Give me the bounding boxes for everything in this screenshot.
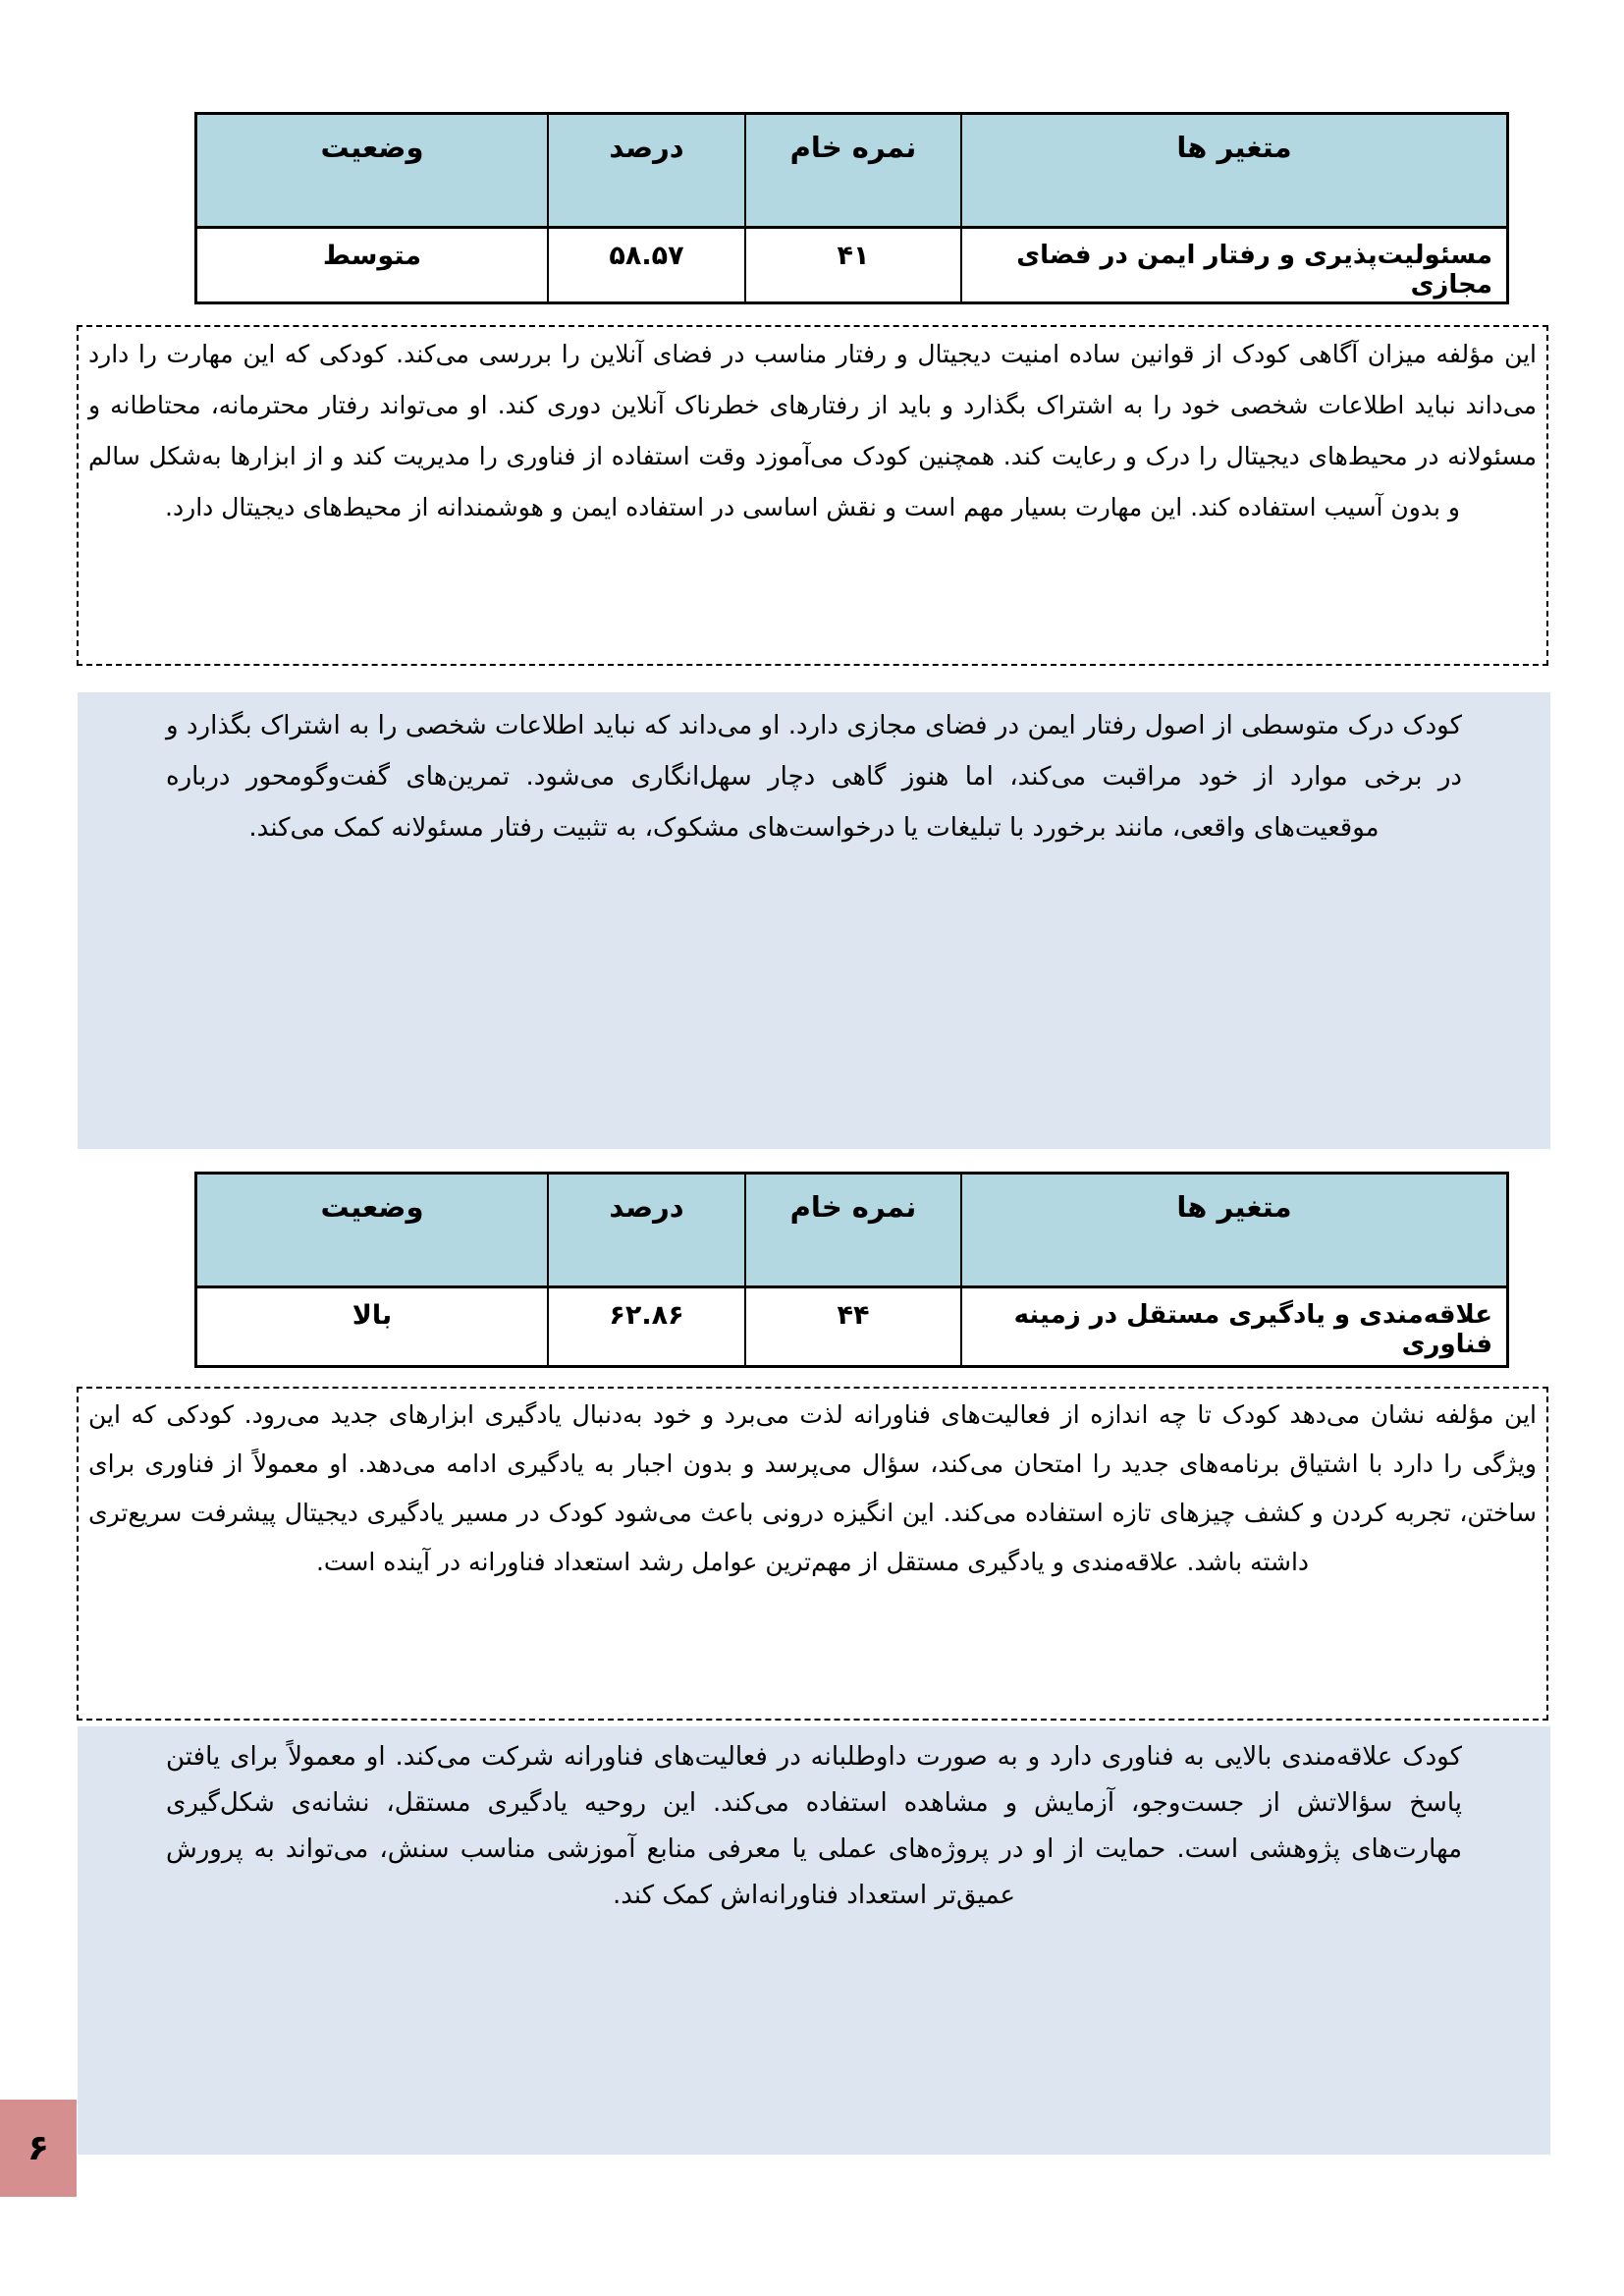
score-table-1 — [194, 112, 1509, 304]
description-box-1 — [77, 325, 1548, 666]
col-header-percent: درصد — [547, 1175, 744, 1285]
col-header-variables: متغیر ها — [960, 1175, 1506, 1285]
percent-cell: ۶۲.۸۶ — [547, 1288, 744, 1365]
description-box-2 — [77, 1387, 1548, 1721]
summary-text-1: کودک درک متوسطی از اصول رفتار ایمن در فضای مجازی دارد. او می‌داند که نباید اطلاعات شخصی را به اشتراک بگذارد و در برخی موارد از خود مراقبت می‌کند، اما هنوز گاهی دچار سهل‌انگاری می‌شود. تمرین‌های گفت‌وگومحور درباره موقعیت‌های واقعی، مانند برخورد با تبلیغات یا درخواست‌های مشکوک، به تثبیت رفتار مسئولانه کمک می‌کند. — [166, 711, 1462, 843]
raw-score-cell: ۴۴ — [744, 1288, 960, 1365]
score-table-2 — [194, 1172, 1509, 1368]
table-2-header-row — [197, 1175, 1506, 1288]
col-header-status: وضعیت — [320, 1190, 424, 1224]
description-text-1: این مؤلفه میزان آگاهی کودک از قوانین ساده امنیت دیجیتال و رفتار مناسب در فضای آنلاین را بررسی می‌کند. کودکی که این مهارت را دارد می‌داند نباید اطلاعات شخصی خود را به اشتراک بگذارد و باید از رفتارهای خطرناک آنلاین دوری کند. او می‌تواند رفتار محترمانه، محتاطانه و مسئولانه در محیط‌های دیجیتال را درک و رعایت کند. همچنین کودک می‌آموزد وقت استفاده از فناوری را مدیریت کند و از ابزارها به‌شکل سالم و بدون آسیب استفاده کند. این مهارت بسیار مهم است و نقش اساسی در استفاده ایمن و هوشمندانه از محیط‌های دیجیتال دارد. — [88, 340, 1537, 521]
percent-cell: ۵۸.۵۷ — [547, 229, 744, 301]
summary-box-1 — [78, 692, 1550, 1149]
description-text-2: این مؤلفه نشان می‌دهد کودک تا چه اندازه از فعالیت‌های فناورانه لذت می‌برد و خود به‌دنبال یادگیری ابزارهای جدید می‌رود. کودکی که این ویژگی را دارد با اشتیاق برنامه‌های جدید را امتحان می‌کند، سؤال می‌پرسد و بدون اجبار به یادگیری ادامه می‌دهد. او معمولاً از فناوری برای ساختن، تجربه کردن و کشف چیزهای تازه استفاده می‌کند. این انگیزه درونی باعث می‌شود کودک در مسیر یادگیری دیجیتال پیشرفت سریع‌تری داشته باشد. علاقه‌مندی و یادگیری مستقل از مهم‌ترین عوامل رشد استعداد فناورانه در آینده است. — [88, 1400, 1537, 1576]
col-header-raw-score: نمره خام — [744, 115, 960, 226]
col-header-raw-score: نمره خام — [744, 1175, 960, 1285]
variable-name-cell: علاقه‌مندی و یادگیری مستقل در زمینه فناوری — [960, 1288, 1506, 1365]
status-cell: بالا — [352, 1300, 393, 1331]
summary-box-2 — [78, 1726, 1550, 2155]
table-1-header-row — [197, 115, 1506, 229]
summary-text-2: کودک علاقه‌مندی بالایی به فناوری دارد و به صورت داوطلبانه در فعالیت‌های فناورانه شرکت می‌کند. او معمولاً برای یافتن پاسخ سؤالاتش از جست‌وجو، آزمایش و مشاهده استفاده می‌کند. این روحیه یادگیری مستقل، نشانه‌ی شکل‌گیری مهارت‌های پژوهشی است. حمایت از او در پروژه‌های عملی یا معرفی منابع آموزشی مناسب سنش، می‌تواند به پرورش عمیق‌تر استعداد فناورانه‌اش کمک کند. — [166, 1742, 1462, 1910]
status-cell: متوسط — [322, 241, 422, 271]
variable-name-cell: مسئولیت‌پذیری و رفتار ایمن در فضای مجازی — [960, 229, 1506, 301]
col-header-percent: درصد — [547, 115, 744, 226]
col-header-variables: متغیر ها — [960, 115, 1506, 226]
raw-score-cell: ۴۱ — [744, 229, 960, 301]
col-header-status: وضعیت — [320, 131, 424, 164]
page-number-box — [0, 2100, 77, 2197]
page-number: ۶ — [27, 2128, 49, 2168]
table-2-data-row — [197, 1288, 1506, 1365]
table-1-data-row — [197, 229, 1506, 301]
